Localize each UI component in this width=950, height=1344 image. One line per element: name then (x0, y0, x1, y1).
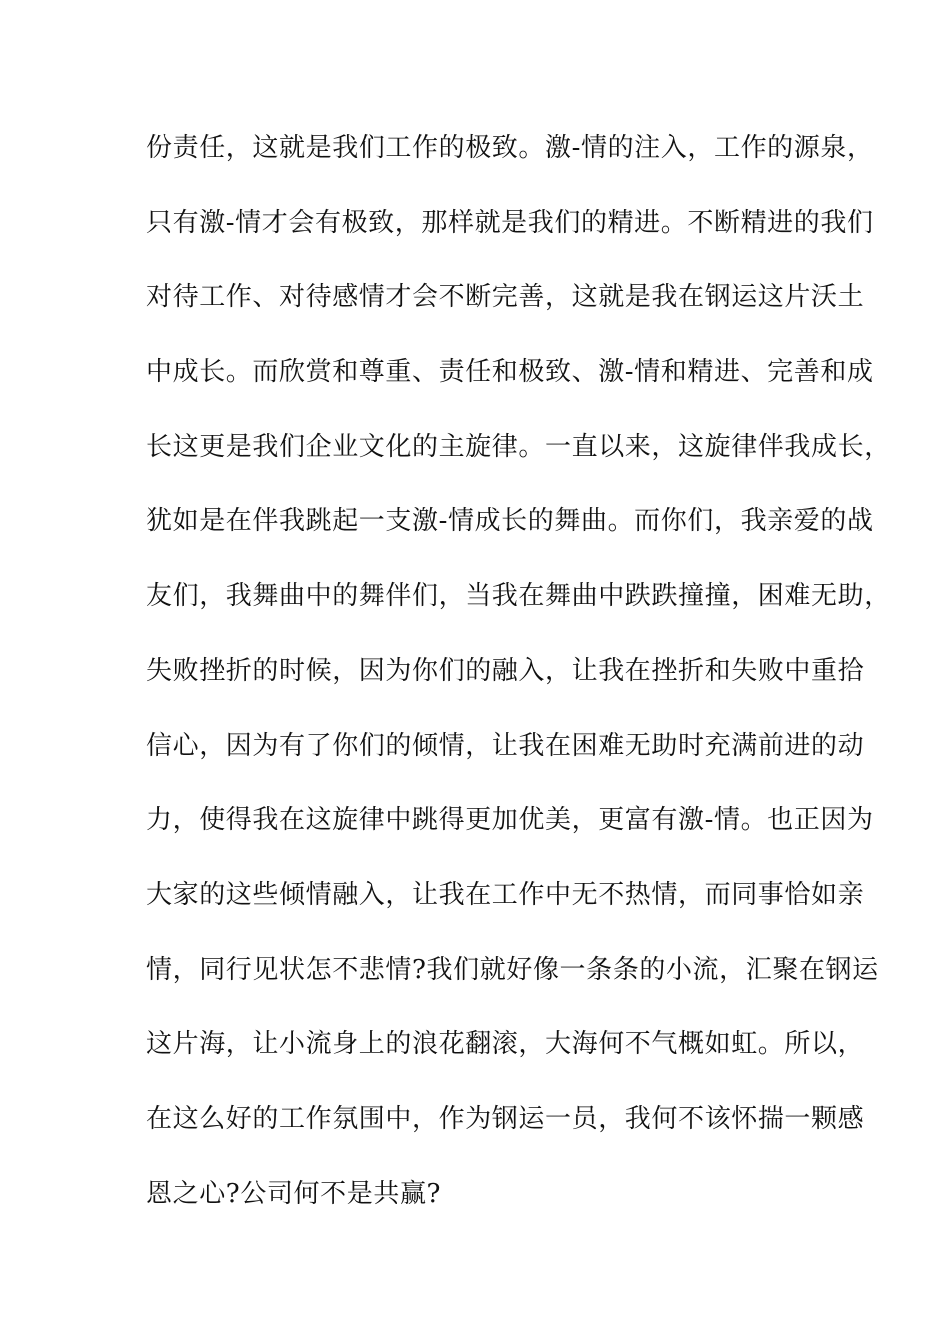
text-line-11: 大家的这些倾情融入，让我在工作中无不热情，而同事恰如亲 (146, 879, 865, 910)
text-line-15: 恩之心?公司何不是共赢? (146, 1178, 442, 1209)
text-line-10: 力，使得我在这旋律中跳得更加优美，更富有激-情。也正因为 (146, 805, 874, 836)
text-line-6: 犹如是在伴我跳起一支激-情成长的舞曲。而你们，我亲爱的战 (146, 506, 874, 537)
text-line-7: 友们，我舞曲中的舞伴们，当我在舞曲中跌跌撞撞，困难无助， (146, 581, 891, 612)
text-line-3: 对待工作、对待感情才会不断完善，这就是我在钢运这片沃土 (146, 282, 865, 313)
text-line-2: 只有激-情才会有极致，那样就是我们的精进。不断精进的我们 (146, 207, 874, 238)
text-line-14: 在这么好的工作氛围中，作为钢运一员，我何不该怀揣一颗感 (146, 1103, 865, 1134)
text-line-13: 这片海，让小流身上的浪花翻滚，大海何不气概如虹。所以， (146, 1029, 865, 1060)
text-line-9: 信心，因为有了你们的倾情，让我在困难无助时充满前进的动 (146, 730, 865, 761)
text-line-1: 份责任，这就是我们工作的极致。激-情的注入，工作的源泉， (146, 133, 874, 163)
text-line-5: 长这更是我们企业文化的主旋律。一直以来，这旋律伴我成长， (146, 431, 891, 462)
text-line-8: 失败挫折的时候，因为你们的融入，让我在挫折和失败中重拾 (146, 655, 865, 686)
text-line-12: 情，同行见状怎不悲情?我们就好像一条条的小流，汇聚在钢运 (146, 954, 879, 985)
body-text (146, 128, 891, 1248)
text-line-4: 中成长。而欣赏和尊重、责任和极致、激-情和精进、完善和成 (146, 357, 874, 388)
